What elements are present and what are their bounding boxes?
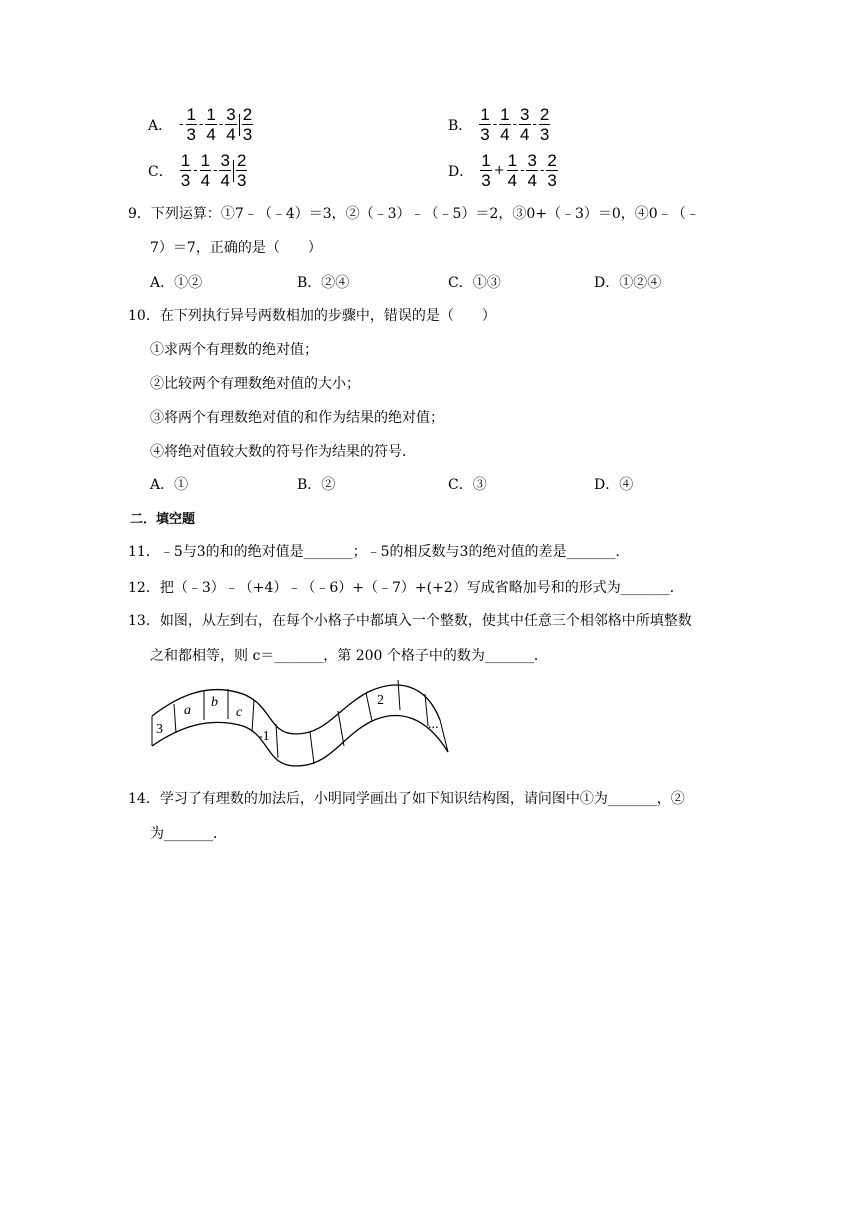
option-label: B． [448,117,473,134]
q9-option-a: A．①② [150,275,203,291]
option-label: A． [148,117,173,134]
wave-cell-a: a [184,703,191,718]
denominator: 3 [186,125,196,144]
denominator: 4 [507,171,518,190]
denominator: 4 [500,125,510,144]
numerator: 1 [206,105,216,124]
option-label: C． [148,163,173,180]
numerator: 2 [547,151,557,170]
q8-option-b [448,106,551,143]
fraction [225,106,236,143]
fraction [205,106,216,143]
q10-option-d: D．④ [594,477,634,493]
option-label: D． [448,163,474,180]
numerator: 1 [480,105,490,124]
operator: - [179,117,184,132]
denominator: 3 [547,171,557,190]
absolute-bar [233,160,234,182]
q10-step-3: ③将两个有理数绝对值的和作为结果的绝对值； [150,410,444,426]
fraction [507,152,518,189]
numerator: 2 [236,151,247,170]
numerator: 2 [242,105,253,124]
q13-stem-line1: 13．如图，从左到右，在每个小格子中都填入一个整数，使其中任意三个相邻格中所填整数 [128,613,692,629]
q11-stem: 11．﹣5与3的和的绝对值是_______；﹣5的相反数与3的绝对值的差是_______． [128,544,630,560]
numerator: 3 [226,105,236,124]
numerator: 1 [186,105,196,124]
denominator: 4 [200,171,211,190]
denominator: 3 [539,125,550,144]
wave-cell-ellipsis: ... [428,717,439,732]
q9-option-c: C．①③ [448,275,501,291]
operator: - [539,163,545,178]
numerator: 1 [481,151,491,170]
denominator: 4 [520,125,530,144]
denominator: 4 [220,171,230,190]
q10-option-c: C．③ [448,477,487,493]
q10-stem: 10．在下列执行异号两数相加的步骤中，错误的是（ ） [128,308,496,324]
q8-option-a [148,106,254,143]
wave-cell-3: 3 [156,722,163,737]
wave-cell-b: b [211,695,218,710]
q9-option-d: D．①②④ [594,275,662,291]
fraction [479,106,490,143]
fraction [480,152,491,189]
operator: + [493,163,505,178]
denominator: 3 [236,171,247,190]
operator: - [193,163,198,178]
fraction [186,106,197,143]
operator: - [512,117,518,132]
fraction [180,152,191,189]
fraction [236,152,247,189]
q10-step-2: ②比较两个有理数绝对值的大小； [150,376,360,392]
q10-option-a: A．① [150,477,189,493]
q8-option-d [448,152,559,189]
numerator: 1 [200,151,211,170]
q10-step-4: ④将绝对值较大数的符号作为结果的符号． [150,444,416,460]
denominator: 3 [480,125,490,144]
fraction [526,152,537,189]
operator: - [213,163,218,178]
fraction [242,106,253,143]
absolute-bar [239,114,240,136]
numerator: 1 [507,151,518,170]
q12-stem: 12．把（﹣3）﹣（+4）﹣（﹣6）+（﹣7）+(+2）写成省略加号和的形式为_______． [128,580,684,596]
fraction [219,152,230,189]
numerator: 1 [500,105,510,124]
fraction [539,106,550,143]
denominator: 4 [226,125,236,144]
denominator: 3 [242,125,253,144]
q9-stem-line2: 7）＝7，正确的是（ ） [150,240,322,256]
q13-wave-figure [148,676,458,772]
numerator: 3 [527,151,537,170]
section-heading-fill-in: 二．填空题 [130,512,196,527]
denominator: 4 [527,171,537,190]
fraction [200,152,211,189]
fraction [546,152,557,189]
denominator: 3 [481,171,491,190]
operator: - [199,117,204,132]
q14-stem-line2: 为_______． [150,826,227,842]
operator: - [218,117,224,132]
wave-cell-neg1: -1 [258,729,270,744]
wave-cell-c: c [236,705,243,720]
q9-stem-line1: 9．下列运算：①7﹣（﹣4）＝3，②（﹣3）﹣（﹣5）＝2，③0+（﹣3）＝0，④0﹣（﹣ [128,206,700,222]
numerator: 2 [539,105,550,124]
operator: - [520,163,525,178]
numerator: 3 [520,105,530,124]
q9-option-b: B．②④ [297,275,350,291]
q13-stem-line2: 之和都相等，则 c＝_______，第 200 个格子中的数为_______． [150,648,548,664]
q14-stem-line1: 14．学习了有理数的加法后，小明同学画出了如下知识结构图，请问图中①为_______，② [128,791,685,807]
numerator: 1 [180,151,191,170]
fraction [519,106,530,143]
denominator: 3 [180,171,191,190]
numerator: 3 [220,151,230,170]
q10-option-b: B．② [297,477,336,493]
operator: - [492,117,498,132]
q10-step-1: ①求两个有理数的绝对值； [150,342,318,358]
denominator: 4 [206,125,216,144]
wave-cell-2: 2 [377,693,384,708]
fraction [499,106,510,143]
operator: - [532,117,537,132]
q8-option-c [148,152,248,189]
